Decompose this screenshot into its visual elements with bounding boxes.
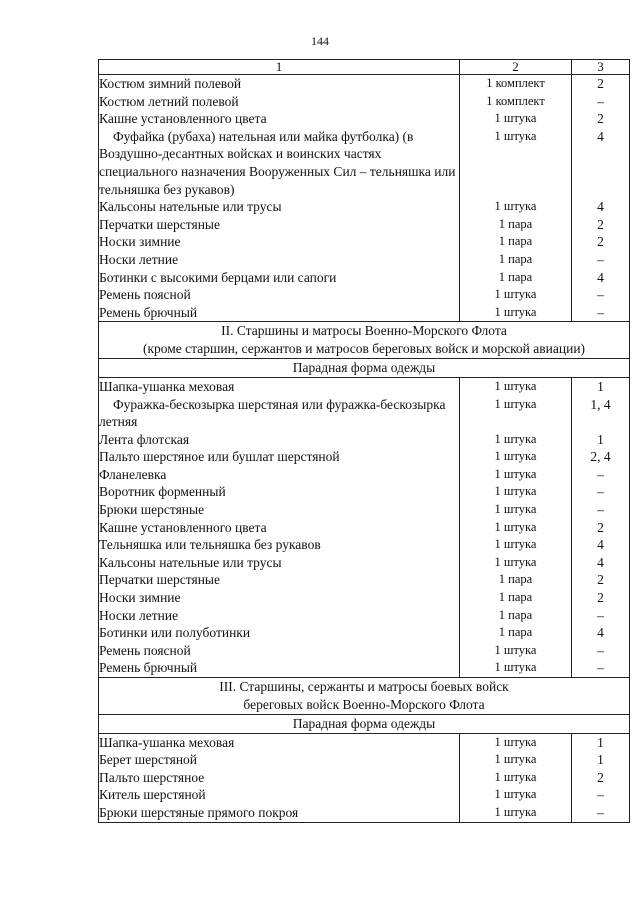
table-row xyxy=(99,571,630,589)
item-quantity: 1 пара xyxy=(460,571,572,589)
item-quantity: 1 штука xyxy=(460,286,572,304)
subsection-heading-row xyxy=(99,715,630,734)
table-row xyxy=(99,198,630,216)
item-note: – xyxy=(572,804,630,822)
item-name: Пальто шерстяное xyxy=(99,769,460,787)
item-quantity: 1 штука xyxy=(460,501,572,519)
item-quantity: 1 штука xyxy=(460,448,572,466)
item-quantity: 1 штука xyxy=(460,659,572,677)
column-header-2: 2 xyxy=(460,60,572,75)
subsection-heading: Парадная форма одежды xyxy=(99,359,630,378)
item-note: – xyxy=(572,93,630,111)
table-row xyxy=(99,431,630,449)
item-note: 2 xyxy=(572,75,630,93)
item-name: Носки зимние xyxy=(99,589,460,607)
table-row xyxy=(99,554,630,572)
item-quantity: 1 пара xyxy=(460,251,572,269)
table-row xyxy=(99,659,630,677)
section-heading xyxy=(99,322,630,359)
item-note: 4 xyxy=(572,269,630,287)
item-quantity: 1 штука xyxy=(460,642,572,660)
table-row xyxy=(99,519,630,537)
item-name: Ботинки или полуботинки xyxy=(99,624,460,642)
item-quantity: 1 штука xyxy=(460,519,572,537)
item-quantity: 1 штука xyxy=(460,733,572,751)
item-note: 4 xyxy=(572,198,630,216)
section-heading-row xyxy=(99,322,630,359)
item-quantity: 1 штука xyxy=(460,396,572,431)
item-name: Перчатки шерстяные xyxy=(99,216,460,234)
item-name: Костюм зимний полевой xyxy=(99,75,460,93)
table-row xyxy=(99,128,630,198)
item-note: 2 xyxy=(572,769,630,787)
item-quantity: 1 комплект xyxy=(460,75,572,93)
table-row xyxy=(99,642,630,660)
subsection-heading: Парадная форма одежды xyxy=(99,715,630,734)
item-quantity: 1 штука xyxy=(460,554,572,572)
item-name: Фланелевка xyxy=(99,466,460,484)
item-note: – xyxy=(572,466,630,484)
table-row xyxy=(99,377,630,395)
item-note: 4 xyxy=(572,554,630,572)
item-note: – xyxy=(572,607,630,625)
table-row xyxy=(99,501,630,519)
item-quantity: 1 штука xyxy=(460,786,572,804)
item-name: Кальсоны нательные или трусы xyxy=(99,198,460,216)
table-row xyxy=(99,304,630,322)
item-note: 4 xyxy=(572,624,630,642)
column-header-3: 3 xyxy=(572,60,630,75)
table-row xyxy=(99,607,630,625)
table-row xyxy=(99,751,630,769)
subsection-heading-row xyxy=(99,359,630,378)
table-row xyxy=(99,233,630,251)
item-note: 1 xyxy=(572,431,630,449)
item-note: – xyxy=(572,286,630,304)
item-quantity: 1 штука xyxy=(460,751,572,769)
item-note: 1 xyxy=(572,377,630,395)
item-name: Воротник форменный xyxy=(99,483,460,501)
section-heading-line: III. Старшины, сержанты и матросы боевых войск xyxy=(219,679,509,694)
table-row xyxy=(99,286,630,304)
item-name: Ремень поясной xyxy=(99,286,460,304)
item-name: Ботинки с высокими берцами или сапоги xyxy=(99,269,460,287)
item-note: 2 xyxy=(572,571,630,589)
column-header-1: 1 xyxy=(99,60,460,75)
item-note: 2 xyxy=(572,216,630,234)
item-name: Брюки шерстяные xyxy=(99,501,460,519)
item-note: 1, 4 xyxy=(572,396,630,431)
item-quantity: 1 штука xyxy=(460,536,572,554)
item-note: 2, 4 xyxy=(572,448,630,466)
section-heading-line: (кроме старшин, сержантов и матросов береговых войск и морской авиации) xyxy=(142,341,586,357)
item-name: Кашне установленного цвета xyxy=(99,110,460,128)
item-name: Брюки шерстяные прямого покроя xyxy=(99,804,460,822)
table-row xyxy=(99,269,630,287)
table-row xyxy=(99,733,630,751)
section-heading-line: II. Старшины и матросы Военно-Морского Флота xyxy=(221,323,507,339)
section-heading-line: береговых войск Военно-Морского Флота xyxy=(243,697,485,712)
table-row xyxy=(99,75,630,93)
item-name: Шапка-ушанка меховая xyxy=(99,733,460,751)
table-header xyxy=(99,60,630,75)
item-quantity: 1 пара xyxy=(460,216,572,234)
item-name: Перчатки шерстяные xyxy=(99,571,460,589)
table-row xyxy=(99,786,630,804)
item-quantity: 1 штука xyxy=(460,304,572,322)
item-note: 2 xyxy=(572,519,630,537)
table-header-row xyxy=(99,60,630,75)
item-note: – xyxy=(572,304,630,322)
item-quantity: 1 штука xyxy=(460,769,572,787)
item-name: Пальто шерстяное или бушлат шерстяной xyxy=(99,448,460,466)
item-name: Шапка-ушанка меховая xyxy=(99,377,460,395)
item-name: Носки летние xyxy=(99,607,460,625)
item-note: 1 xyxy=(572,733,630,751)
table-row xyxy=(99,93,630,111)
item-note: – xyxy=(572,501,630,519)
item-quantity: 1 штука xyxy=(460,483,572,501)
table-row xyxy=(99,483,630,501)
item-quantity: 1 штука xyxy=(460,128,572,198)
item-name: Ремень брючный xyxy=(99,659,460,677)
table-row xyxy=(99,110,630,128)
item-note: – xyxy=(572,483,630,501)
item-name: Носки зимние xyxy=(99,233,460,251)
item-name: Костюм летний полевой xyxy=(99,93,460,111)
table-row xyxy=(99,448,630,466)
item-note: 2 xyxy=(572,110,630,128)
item-name: Носки летние xyxy=(99,251,460,269)
table-row xyxy=(99,216,630,234)
item-name: Ремень брючный xyxy=(99,304,460,322)
page-number: 144 xyxy=(311,34,329,48)
item-name: Фуражка-бескозырка шерстяная или фуражка-бескозырка летняя xyxy=(99,396,460,431)
section-heading-row xyxy=(99,678,630,715)
item-quantity: 1 штука xyxy=(460,466,572,484)
table-row xyxy=(99,536,630,554)
item-note: – xyxy=(572,659,630,677)
item-quantity: 1 штука xyxy=(460,804,572,822)
item-name: Фуфайка (рубаха) нательная или майка футболка) (в Воздушно-десантных войсках и воинских частях специального назначения Вооруженных Сил – тельняшка или тельняшка без рукавов) xyxy=(99,128,460,198)
item-note: 4 xyxy=(572,128,630,198)
table-row xyxy=(99,624,630,642)
item-name: Тельняшка или тельняшка без рукавов xyxy=(99,536,460,554)
section-heading xyxy=(99,678,630,715)
item-quantity: 1 штука xyxy=(460,110,572,128)
table-row xyxy=(99,589,630,607)
item-name: Кальсоны нательные или трусы xyxy=(99,554,460,572)
item-note: 2 xyxy=(572,233,630,251)
item-quantity: 1 комплект xyxy=(460,93,572,111)
item-note: 4 xyxy=(572,536,630,554)
item-quantity: 1 пара xyxy=(460,269,572,287)
item-name: Кашне установленного цвета xyxy=(99,519,460,537)
item-quantity: 1 пара xyxy=(460,624,572,642)
item-name: Берет шерстяной xyxy=(99,751,460,769)
item-quantity: 1 пара xyxy=(460,233,572,251)
item-note: – xyxy=(572,251,630,269)
item-quantity: 1 штука xyxy=(460,431,572,449)
clothing-norms-table xyxy=(98,59,630,823)
item-note: 1 xyxy=(572,751,630,769)
table-row xyxy=(99,251,630,269)
item-quantity: 1 пара xyxy=(460,589,572,607)
table-row xyxy=(99,769,630,787)
item-quantity: 1 пара xyxy=(460,607,572,625)
table-row xyxy=(99,804,630,822)
item-note: – xyxy=(572,786,630,804)
item-name: Китель шерстяной xyxy=(99,786,460,804)
item-quantity: 1 штука xyxy=(460,198,572,216)
item-note: – xyxy=(572,642,630,660)
item-note: 2 xyxy=(572,589,630,607)
item-name: Ремень поясной xyxy=(99,642,460,660)
item-quantity: 1 штука xyxy=(460,377,572,395)
table-row xyxy=(99,396,630,431)
item-name: Лента флотская xyxy=(99,431,460,449)
table-row xyxy=(99,466,630,484)
table-body xyxy=(99,75,630,823)
